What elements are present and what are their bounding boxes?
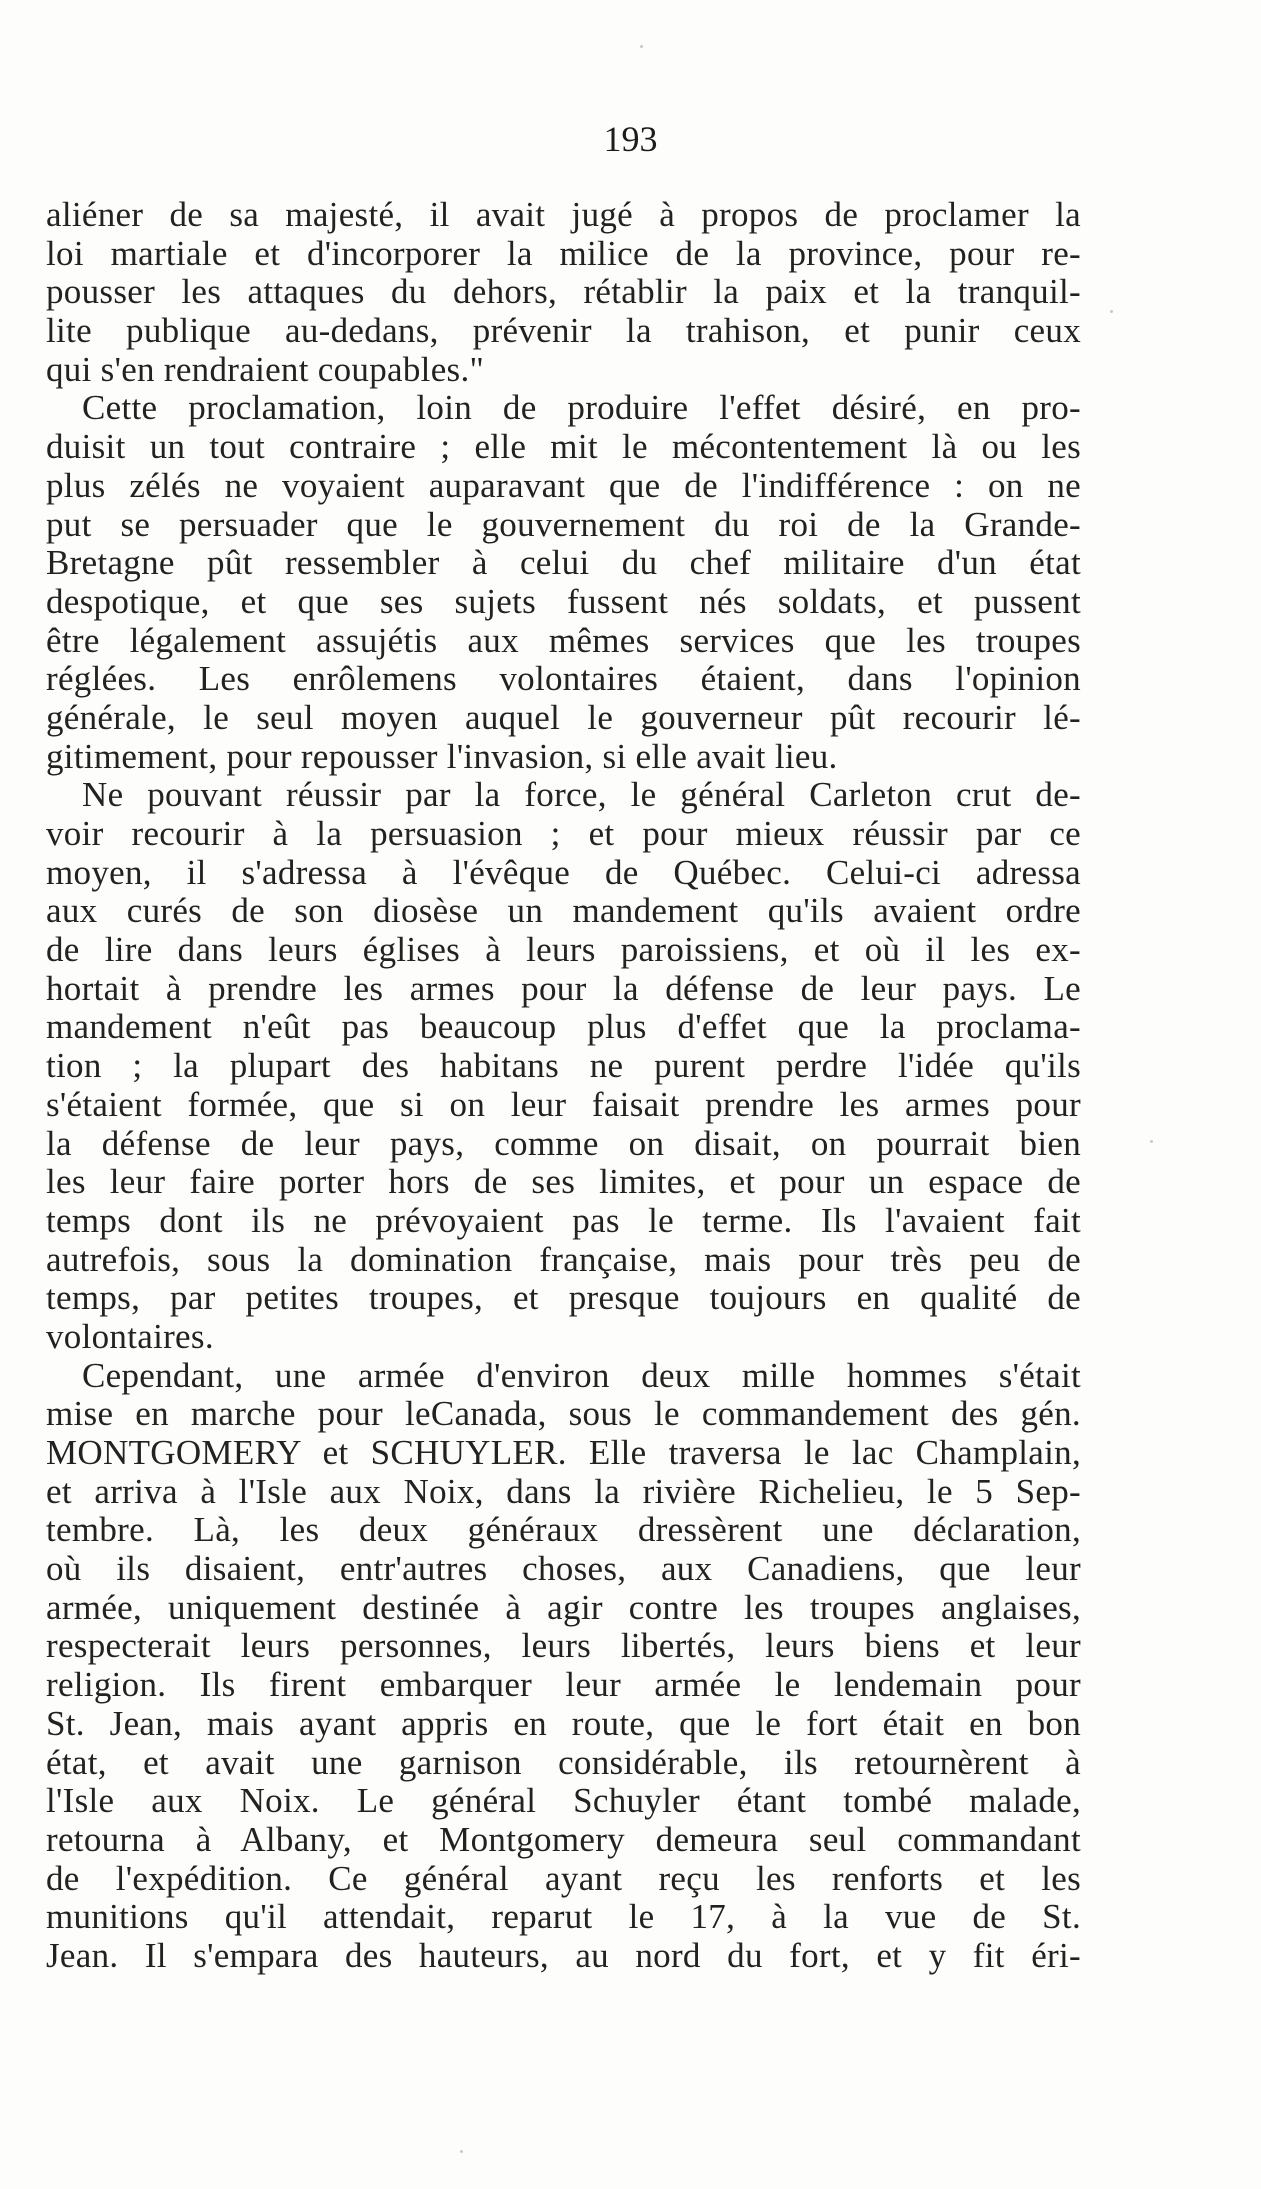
text-line: Cependant, une armée d'environ deux mille hommes s'était [82,1355,1081,1395]
text-line: munitions qu'il attendait, reparut le 17, à la vue de St. [46,1897,1081,1937]
text-line: plus zélés ne voyaient auparavant que de l'indifférence : on ne [46,465,1081,505]
text-line: gitimement, pour repousser l'invasion, si elle avait lieu. [46,736,838,776]
text-line: retourna à Albany, et Montgomery demeura seul commandant [46,1819,1081,1859]
text-line: duisit un tout contraire ; elle mit le mécontentement là ou les [46,427,1081,467]
paragraph-4 [46,1357,1081,1976]
text-line: put se persuader que le gouvernement du roi de la Grande- [46,504,1081,544]
paragraph-2 [46,389,1081,776]
paper-speck [1150,1140,1153,1143]
text-line: générale, le seul moyen auquel le gouverneur pût recourir lé- [46,697,1081,737]
text-line: réglées. Les enrôlemens volontaires étaient, dans l'opinion [46,659,1081,699]
paper-speck [640,45,643,48]
text-line: Cette proclamation, loin de produire l'effet désiré, en pro- [82,388,1081,428]
text-line: pousser les attaques du dehors, rétablir la paix et la tranquil- [46,272,1081,312]
text-line: tembre. Là, les deux généraux dressèrent une déclaration, [46,1510,1081,1550]
text-line: être légalement assujétis aux mêmes services que les troupes [46,620,1081,660]
text-line: St. Jean, mais ayant appris en route, que le fort était en bon [46,1703,1081,1743]
paper-speck [1110,310,1113,313]
text-line: de lire dans leurs églises à leurs paroissiens, et où il les ex- [46,930,1081,970]
text-line: aux curés de son diosèse un mandement qu'ils avaient ordre [46,891,1081,931]
page-number: 193 [603,119,658,159]
text-line: les leur faire porter hors de ses limites, et pour un espace de [46,1162,1081,1202]
body-text [46,196,1081,1976]
text-line: temps dont ils ne prévoyaient pas le terme. Ils l'avaient fait [46,1200,1081,1240]
paragraph-3 [46,776,1081,1356]
text-line: religion. Ils firent embarquer leur armée le lendemain pour [46,1665,1081,1705]
text-line: qui s'en rendraient coupables." [46,349,485,389]
text-line: voir recourir à la persuasion ; et pour mieux réussir par ce [46,814,1081,853]
text-line: l'Isle aux Noix. Le général Schuyler étant tombé malade, [46,1781,1081,1821]
text-line: et arriva à l'Isle aux Noix, dans la rivière Richelieu, le 5 Sep- [46,1471,1081,1511]
text-line: MONTGOMERY et SCHUYLER. Elle traversa le lac Champlain, [46,1433,1081,1472]
text-line: temps, par petites troupes, et presque toujours en qualité de [46,1278,1081,1318]
text-line: respecterait leurs personnes, leurs libertés, leurs biens et leur [46,1626,1081,1666]
text-line: volontaires. [46,1316,214,1356]
text-line: hortait à prendre les armes pour la défense de leur pays. Le [46,968,1081,1008]
text-line: despotique, et que ses sujets fussent nés soldats, et pussent [46,581,1081,621]
text-line: Jean. Il s'empara des hauteurs, au nord du fort, et y fit éri- [46,1935,1081,1975]
text-line: la défense de leur pays, comme on disait, on pourrait bien [46,1123,1081,1163]
text-line: mise en marche pour leCanada, sous le commandement des gén. [46,1394,1081,1434]
text-line: où ils disaient, entr'autres choses, aux Canadiens, que leur [46,1549,1081,1589]
text-line: s'étaient formée, que si on leur faisait prendre les armes pour [46,1084,1081,1124]
text-line: autrefois, sous la domination française, mais pour très peu de [46,1239,1081,1279]
text-line: moyen, il s'adressa à l'évêque de Québec. Celui-ci adressa [46,852,1081,892]
text-line: Bretagne pût ressembler à celui du chef militaire d'un état [46,543,1081,583]
paper-speck [460,2150,463,2153]
paragraph-1 [46,196,1081,389]
text-line: Ne pouvant réussir par la force, le général Carleton crut de- [82,775,1081,815]
text-line: de l'expédition. Ce général ayant reçu les renforts et les [46,1858,1081,1898]
text-line: aliéner de sa majesté, il avait jugé à propos de proclamer la [46,195,1081,234]
text-line: tion ; la plupart des habitans ne purent perdre l'idée qu'ils [46,1046,1081,1086]
text-line: lite publique au-dedans, prévenir la trahison, et punir ceux [46,311,1081,351]
text-line: état, et avait une garnison considérable, ils retournèrent à [46,1742,1081,1782]
text-line: armée, uniquement destinée à agir contre les troupes anglaises, [46,1587,1081,1627]
text-line: loi martiale et d'incorporer la milice de la province, pour re- [46,233,1081,273]
text-line: mandement n'eût pas beaucoup plus d'effet que la proclama- [46,1007,1081,1047]
